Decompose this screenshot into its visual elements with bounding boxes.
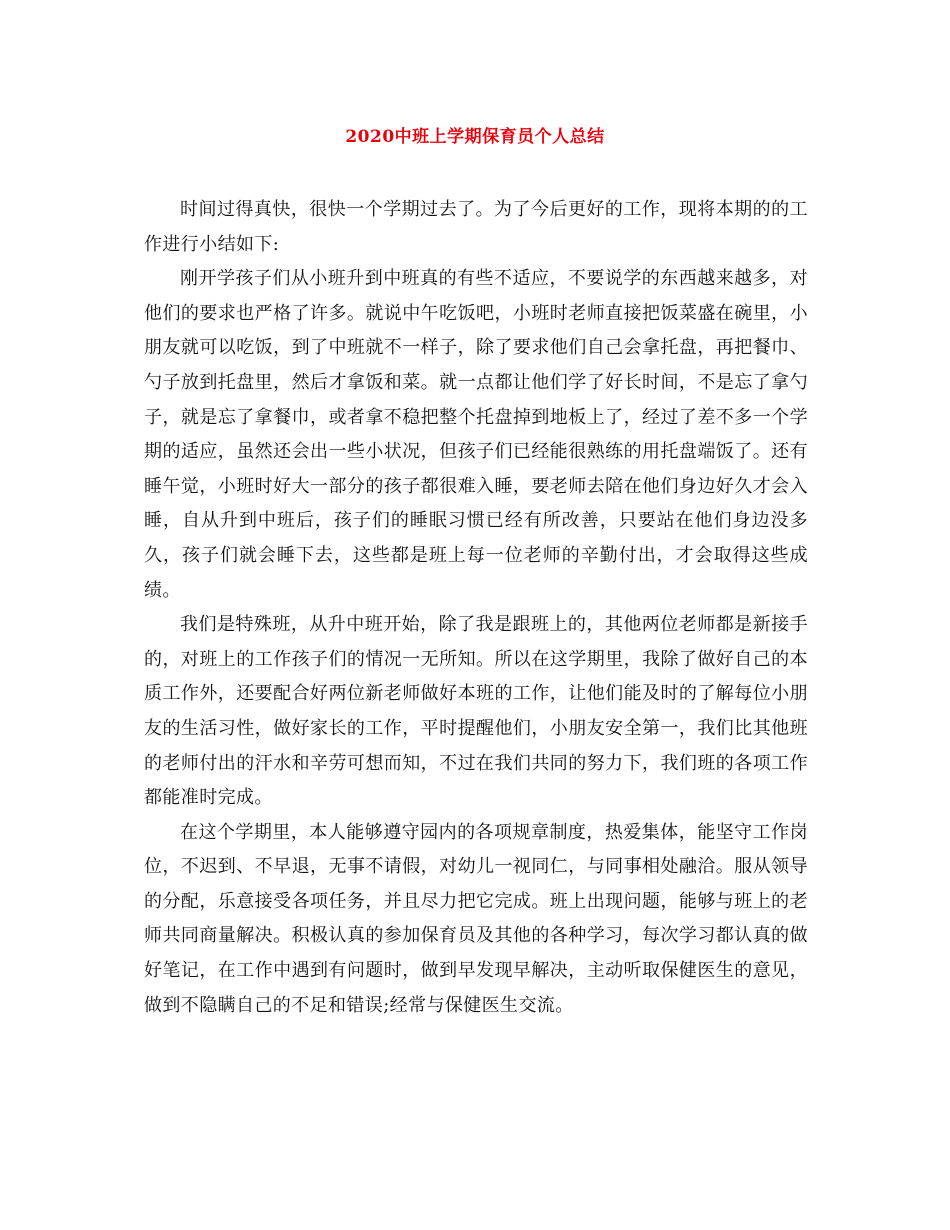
document-body <box>144 193 808 1023</box>
paragraph-intro: 时间过得真快，很快一个学期过去了。为了今后更好的工作，现将本期的的工作进行小结如下: <box>144 199 808 255</box>
paragraph-class-transition: 刚开学孩子们从小班升到中班真的有些不适应，不要说学的东西越来越多，对他们的要求也严格了许多。就说中午吃饭吧，小班时老师直接把饭菜盛在碗里，小朋友就可以吃饭，到了中班就不一样子，除了要求他们自己会拿托盘，再把餐巾、勺子放到托盘里，然后才拿饭和菜。就一点都让他们学了好长时间，不是忘了拿勺子，就是忘了拿餐巾，或者拿不稳把整个托盘掉到地板上了，经过了差不多一个学期的适应，虽然还会出一些小状况，但孩子们已经能很熟练的用托盘端饭了。还有睡午觉，小班时好大一部分的孩子都很难入睡，要老师去陪在他们身边好久才会入睡，自从升到中班后，孩子们的睡眠习惯已经有所改善，只要站在他们身边没多久，孩子们就会睡下去，这些都是班上每一位老师的辛勤付出，才会取得这些成绩。 <box>144 268 808 601</box>
paragraph-personal-conduct: 在这个学期里，本人能够遵守园内的各项规章制度，热爱集体，能坚守工作岗位，不迟到、不早退，无事不请假，对幼儿一视同仁，与同事相处融洽。服从领导的分配，乐意接受各项任务，并且尽力把它完成。班上出现问题，能够与班上的老师共同商量解决。积极认真的参加保育员及其他的各种学习，每次学习都认真的做好笔记，在工作中遇到有问题时，做到早发现早解决，主动听取保健医生的意见，做到不隐瞒自己的不足和错误;经常与保健医生交流。 <box>144 821 808 1016</box>
document-title: 2020中班上学期保育员个人总结 <box>345 127 605 147</box>
paragraph-special-class: 我们是特殊班，从升中班开始，除了我是跟班上的，其他两位老师都是新接手的，对班上的工作孩子们的情况一无所知。所以在这学期里，我除了做好自己的本质工作外，还要配合好两位新老师做好本班的工作，让他们能及时的了解每位小朋友的生活习性，做好家长的工作，平时提醒他们，小朋友安全第一，我们比其他班的老师付出的汗水和辛劳可想而知，不过在我们共同的努力下，我们班的各项工作都能准时完成。 <box>144 614 808 809</box>
